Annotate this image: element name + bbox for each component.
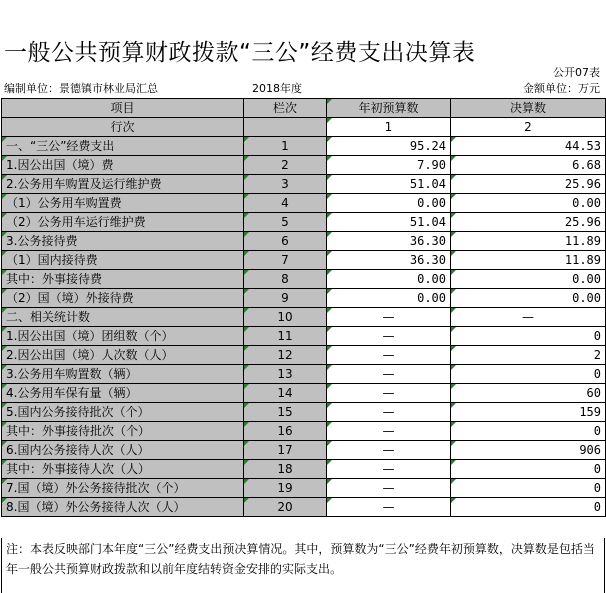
- table-row: [2, 441, 606, 460]
- row-item-cell[interactable]: （2）国（境）外接待费: [2, 289, 244, 308]
- row-actual-cell[interactable]: 0: [451, 498, 606, 517]
- row-actual-cell[interactable]: 159: [451, 403, 606, 422]
- row-actual-cell[interactable]: 0.00: [451, 270, 606, 289]
- row-budget-cell[interactable]: 0.00: [327, 270, 451, 289]
- row-no-cell[interactable]: 19: [244, 479, 327, 498]
- row-no-cell[interactable]: 10: [244, 308, 327, 327]
- table-row: [2, 308, 606, 327]
- row-actual-cell[interactable]: 60: [451, 384, 606, 403]
- row-budget-cell[interactable]: 0.00: [327, 194, 451, 213]
- row-budget-cell[interactable]: —: [327, 403, 451, 422]
- row-budget-cell[interactable]: 7.90: [327, 156, 451, 175]
- row-budget-cell[interactable]: 36.30: [327, 232, 451, 251]
- form-code: 公开07表: [553, 66, 600, 79]
- table-row: [2, 213, 606, 232]
- row-no-cell[interactable]: 13: [244, 365, 327, 384]
- row-item-cell[interactable]: 其中：外事接待人次（人）: [2, 460, 244, 479]
- row-actual-cell[interactable]: 6.68: [451, 156, 606, 175]
- row-actual-cell[interactable]: 25.96: [451, 175, 606, 194]
- row-item-cell[interactable]: 其中：外事接待批次（个）: [2, 422, 244, 441]
- row-item-cell[interactable]: 1.因公出国（境）团组数（个）: [2, 327, 244, 346]
- table-row: [2, 384, 606, 403]
- table-row: [2, 498, 606, 517]
- row-budget-cell[interactable]: —: [327, 441, 451, 460]
- table-row: [2, 156, 606, 175]
- row-no-cell[interactable]: 15: [244, 403, 327, 422]
- row-budget-cell[interactable]: —: [327, 365, 451, 384]
- subheader-row: [2, 118, 606, 137]
- subheader-budget[interactable]: 1: [327, 118, 451, 137]
- row-no-cell[interactable]: 4: [244, 194, 327, 213]
- subheader-actual[interactable]: 2: [451, 118, 606, 137]
- row-no-cell[interactable]: 6: [244, 232, 327, 251]
- subheader-item[interactable]: 行次: [2, 118, 244, 137]
- table-row: [2, 251, 606, 270]
- row-no-cell[interactable]: 2: [244, 156, 327, 175]
- compiling-unit: 编制单位：景德镇市林业局汇总: [4, 82, 158, 95]
- row-no-cell[interactable]: 16: [244, 422, 327, 441]
- row-item-cell[interactable]: 一、“三公”经费支出: [2, 137, 244, 156]
- header-actual[interactable]: 决算数: [451, 99, 606, 118]
- table-row: [2, 422, 606, 441]
- row-item-cell[interactable]: 5.国内公务接待批次（个）: [2, 403, 244, 422]
- table-row: [2, 479, 606, 498]
- row-actual-cell[interactable]: 2: [451, 346, 606, 365]
- page-title: 一般公共预算财政拨款“三公”经费支出决算表: [4, 40, 476, 66]
- footnote: 注：本表反映部门本年度“三公”经费支出预决算情况。其中，预算数为“三公”经费年初预算数，决算数是包括当年一般公共预算财政拨款和以前年度结转资金安排的实际支出。: [1, 538, 605, 593]
- row-budget-cell[interactable]: 51.04: [327, 175, 451, 194]
- row-actual-cell[interactable]: 906: [451, 441, 606, 460]
- table-row: [2, 460, 606, 479]
- row-no-cell[interactable]: 5: [244, 213, 327, 232]
- header-item[interactable]: 项目: [2, 99, 244, 118]
- row-no-cell[interactable]: 20: [244, 498, 327, 517]
- table-row: [2, 232, 606, 251]
- row-item-cell[interactable]: 2.因公出国（境）人次数（人）: [2, 346, 244, 365]
- row-actual-cell[interactable]: 0: [451, 479, 606, 498]
- row-budget-cell[interactable]: 51.04: [327, 213, 451, 232]
- row-actual-cell[interactable]: —: [451, 308, 606, 327]
- row-budget-cell[interactable]: —: [327, 346, 451, 365]
- header-row: [2, 99, 606, 118]
- row-item-cell[interactable]: 二、相关统计数: [2, 308, 244, 327]
- row-actual-cell[interactable]: 44.53: [451, 137, 606, 156]
- row-item-cell[interactable]: 8.国（境）外公务接待人次（人）: [2, 498, 244, 517]
- row-budget-cell[interactable]: —: [327, 460, 451, 479]
- row-budget-cell[interactable]: —: [327, 498, 451, 517]
- row-no-cell[interactable]: 12: [244, 346, 327, 365]
- row-budget-cell[interactable]: 0.00: [327, 289, 451, 308]
- row-item-cell[interactable]: （1）公务用车购置费: [2, 194, 244, 213]
- table-row: [2, 365, 606, 384]
- row-actual-cell[interactable]: 0.00: [451, 289, 606, 308]
- row-item-cell[interactable]: 3.公务用车购置数（辆）: [2, 365, 244, 384]
- row-item-cell[interactable]: （2）公务用车运行维护费: [2, 213, 244, 232]
- row-item-cell[interactable]: 2.公务用车购置及运行维护费: [2, 175, 244, 194]
- row-item-cell[interactable]: 其中：外事接待费: [2, 270, 244, 289]
- money-unit: 金额单位：万元: [523, 82, 600, 95]
- table-row: [2, 194, 606, 213]
- row-budget-cell[interactable]: —: [327, 479, 451, 498]
- row-no-cell[interactable]: 14: [244, 384, 327, 403]
- row-no-cell[interactable]: 9: [244, 289, 327, 308]
- row-no-cell[interactable]: 7: [244, 251, 327, 270]
- row-actual-cell[interactable]: 0.00: [451, 194, 606, 213]
- header-col-no[interactable]: 栏次: [244, 99, 327, 118]
- table-body: [2, 99, 606, 517]
- row-budget-cell[interactable]: —: [327, 308, 451, 327]
- row-actual-cell[interactable]: 0: [451, 365, 606, 384]
- row-no-cell[interactable]: 17: [244, 441, 327, 460]
- report-year: 2018年度: [252, 82, 302, 95]
- row-no-cell[interactable]: 8: [244, 270, 327, 289]
- table-row: [2, 289, 606, 308]
- row-no-cell[interactable]: 18: [244, 460, 327, 479]
- row-no-cell[interactable]: 11: [244, 327, 327, 346]
- row-budget-cell[interactable]: 36.30: [327, 251, 451, 270]
- table-row: [2, 346, 606, 365]
- row-item-cell[interactable]: 3.公务接待费: [2, 232, 244, 251]
- row-budget-cell[interactable]: 95.24: [327, 137, 451, 156]
- table-row: [2, 270, 606, 289]
- row-budget-cell[interactable]: —: [327, 422, 451, 441]
- expense-table: [1, 98, 606, 517]
- row-actual-cell[interactable]: 0: [451, 327, 606, 346]
- row-no-cell[interactable]: 3: [244, 175, 327, 194]
- row-item-cell[interactable]: 6.国内公务接待人次（人）: [2, 441, 244, 460]
- row-actual-cell[interactable]: 0: [451, 460, 606, 479]
- row-item-cell[interactable]: （1）国内接待费: [2, 251, 244, 270]
- row-budget-cell[interactable]: —: [327, 384, 451, 403]
- subheader-col-no[interactable]: [244, 118, 327, 137]
- table-row: [2, 327, 606, 346]
- row-actual-cell[interactable]: 25.96: [451, 213, 606, 232]
- row-actual-cell[interactable]: 11.89: [451, 251, 606, 270]
- row-actual-cell[interactable]: 0: [451, 422, 606, 441]
- table-row: [2, 137, 606, 156]
- table-row: [2, 403, 606, 422]
- row-actual-cell[interactable]: 11.89: [451, 232, 606, 251]
- table-row: [2, 175, 606, 194]
- header-budget[interactable]: 年初预算数: [327, 99, 451, 118]
- row-item-cell[interactable]: 4.公务用车保有量（辆）: [2, 384, 244, 403]
- row-item-cell[interactable]: 7.国（境）外公务接待批次（个）: [2, 479, 244, 498]
- row-budget-cell[interactable]: —: [327, 327, 451, 346]
- row-item-cell[interactable]: 1.因公出国（境）费: [2, 156, 244, 175]
- row-no-cell[interactable]: 1: [244, 137, 327, 156]
